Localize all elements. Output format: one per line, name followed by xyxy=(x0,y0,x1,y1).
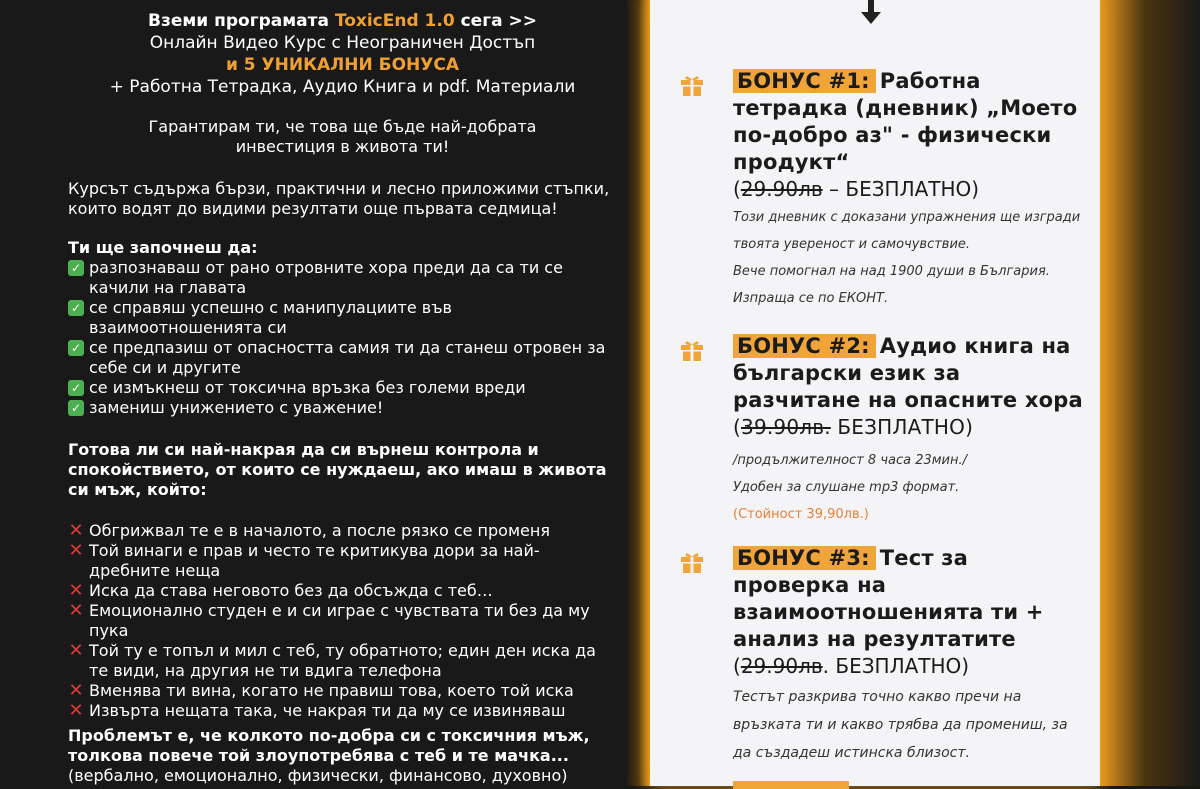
offer-header xyxy=(60,10,625,98)
check-icon: ✓ xyxy=(68,380,84,396)
bonus-item-2 xyxy=(733,333,1083,528)
question-text: Готова ли си най-накрая да си върнеш контрола и спокойствието, от които се нуждаеш, ако имаш в живота си мъж, който: xyxy=(68,440,607,499)
cross-icon: ✕ xyxy=(68,600,84,621)
glow-divider-left xyxy=(625,0,650,786)
list-item-text: Извърта нещата така, че накрая ти да му се извиняваш xyxy=(89,701,566,720)
start-list-block xyxy=(68,238,618,418)
guarantee-block xyxy=(110,117,575,157)
start-list-title: Ти ще започнеш да: xyxy=(68,238,258,257)
bonus-1-line-2: Вече помогнал на над 1900 души в България. xyxy=(733,264,1050,279)
bonus-3-line-1: Тестът разкрива точно какво пречи на връзката ти и какво трябва да промениш, за да създадеш истинска близост. xyxy=(733,689,1068,761)
check-icon: ✓ xyxy=(68,340,84,356)
bonus-2-value-note: (Стойност 39,90лв.) xyxy=(733,507,869,522)
list-item xyxy=(68,541,618,581)
list-item xyxy=(68,338,618,378)
list-item-text: Той ту е топъл и мил с теб, ту обратното; един ден иска да те види, на другия не ти вдига телефона xyxy=(89,641,596,680)
cross-icon: ✕ xyxy=(68,580,84,601)
list-item-text: Той винаги е прав и често те критикува дори за най-дребните неща xyxy=(89,541,540,580)
bonus-tag-3: БОНУС #3: xyxy=(733,546,876,570)
gift-icon xyxy=(680,74,704,98)
problem-rest-text: (вербално, емоционално, физически, финансово, духовно) xyxy=(68,766,568,785)
list-item xyxy=(68,298,618,338)
list-item xyxy=(68,601,618,641)
list-item xyxy=(68,398,618,418)
gift-icon xyxy=(680,339,704,363)
bonus-1-line-1: Този дневник с доказани упражнения ще изгради твоята увереност и самочувствие. xyxy=(733,210,1081,252)
old-price: 29.90лв xyxy=(740,177,823,201)
bonus-item-1 xyxy=(733,68,1083,312)
bonus-price-3: (29.90лв. БЕЗПЛАТНО) xyxy=(733,654,970,678)
cross-icon: ✕ xyxy=(68,680,84,701)
list-item-text: Иска да става неговото без да обсъжда с теб… xyxy=(89,581,493,600)
offer-line-4: + Работна Тетрадка, Аудио Книга и pdf. Материали xyxy=(109,77,576,97)
list-item-text: се предпазиш от опасността самия ти да станеш отровен за себе си и другите xyxy=(89,338,606,377)
list-item xyxy=(68,581,618,601)
arrow-down-icon xyxy=(860,0,882,26)
list-item xyxy=(68,681,618,701)
check-icon: ✓ xyxy=(68,400,84,416)
next-bonus-tag xyxy=(733,781,849,789)
gift-icon xyxy=(680,551,704,575)
bonus-title-3: БОНУС #3: Тест за проверка на взаимоотношенията ти + анализ на резултатите xyxy=(733,546,1044,651)
list-item-text: Вменява ти вина, когато не правиш това, което той иска xyxy=(89,681,574,700)
old-price: 39.90лв. xyxy=(741,415,831,439)
intro-text: Курсът съдържа бързи, практични и лесно приложими стъпки, които водят до видими резултати още първата седмица! xyxy=(68,179,610,218)
bonus-2-line-2: Удобен за слушане mp3 формат. xyxy=(733,480,960,495)
list-item xyxy=(68,521,618,541)
x-list xyxy=(68,521,618,721)
problem-block xyxy=(68,726,618,786)
offer-line-3: и 5 УНИКАЛНИ БОНУСА xyxy=(225,55,460,75)
old-price: 29.90лв xyxy=(740,654,823,678)
list-item xyxy=(68,701,618,721)
x-list-block xyxy=(68,521,618,721)
list-item-text: се справяш успешно с манипулациите във взаимоотношенията си xyxy=(89,298,452,337)
cross-icon: ✕ xyxy=(68,520,84,541)
bonus-2-line-1: /продължителност 8 часа 23мин./ xyxy=(733,453,968,468)
cross-icon: ✕ xyxy=(68,640,84,661)
glow-divider-right xyxy=(1100,0,1200,786)
question-block xyxy=(68,440,618,500)
bonus-tag-2: БОНУС #2: xyxy=(733,334,876,358)
list-item-text: Емоционално студен е и си играе с чувствата ти без да му пука xyxy=(89,601,590,640)
bonus-highlight: 5 УНИКАЛНИ БОНУСА xyxy=(243,55,460,75)
bonus-tag-1: БОНУС #1: xyxy=(733,69,876,93)
bonus-title-1: БОНУС #1: Работна тетрадка (дневник) „Моето по-добро аз" - физически продукт“ xyxy=(733,69,1078,174)
bonus-price-1: (29.90лв – БЕЗПЛАТНО) xyxy=(733,177,980,201)
brand-name: ToxicEnd 1.0 xyxy=(334,11,455,31)
bonus-item-3 xyxy=(733,545,1083,767)
offer-line-2: Онлайн Видео Курс с Неограничен Достъп xyxy=(149,33,536,53)
cross-icon: ✕ xyxy=(68,540,84,561)
list-item-text: разпознаваш от рано отровните хора преди да са ти се качили на главата xyxy=(89,258,563,297)
bonus-title-2: БОНУС #2: Аудио книга на български език за разчитане на опасните хора (39.90лв. БЕЗПЛАТНО) xyxy=(733,334,1083,439)
check-icon: ✓ xyxy=(68,260,84,276)
check-icon: ✓ xyxy=(68,300,84,316)
list-item-text: замениш унижението с уважение! xyxy=(89,398,384,417)
list-item xyxy=(68,641,618,681)
guarantee-text: Гарантирам ти, че това ще бъде най-добрата инвестиция в живота ти! xyxy=(148,117,537,156)
bonus-1-line-3: Изпраща се по ЕКОНТ. xyxy=(733,291,889,306)
list-item xyxy=(68,258,618,298)
cross-icon: ✕ xyxy=(68,700,84,721)
list-item xyxy=(68,378,618,398)
list-item-text: се измъкнеш от токсична връзка без големи вреди xyxy=(89,378,526,397)
start-list xyxy=(68,258,618,418)
problem-bold-text: Проблемът е, че колкото по-добра си с токсичния мъж, толкова повече той злоупотребява с теб и те мачка... xyxy=(68,726,590,765)
list-item-text: Обгрижвал те е в началото, а после рязко се променя xyxy=(89,521,550,540)
offer-line-1: Вземи програмата ToxicEnd 1.0 сега >> xyxy=(148,11,537,31)
